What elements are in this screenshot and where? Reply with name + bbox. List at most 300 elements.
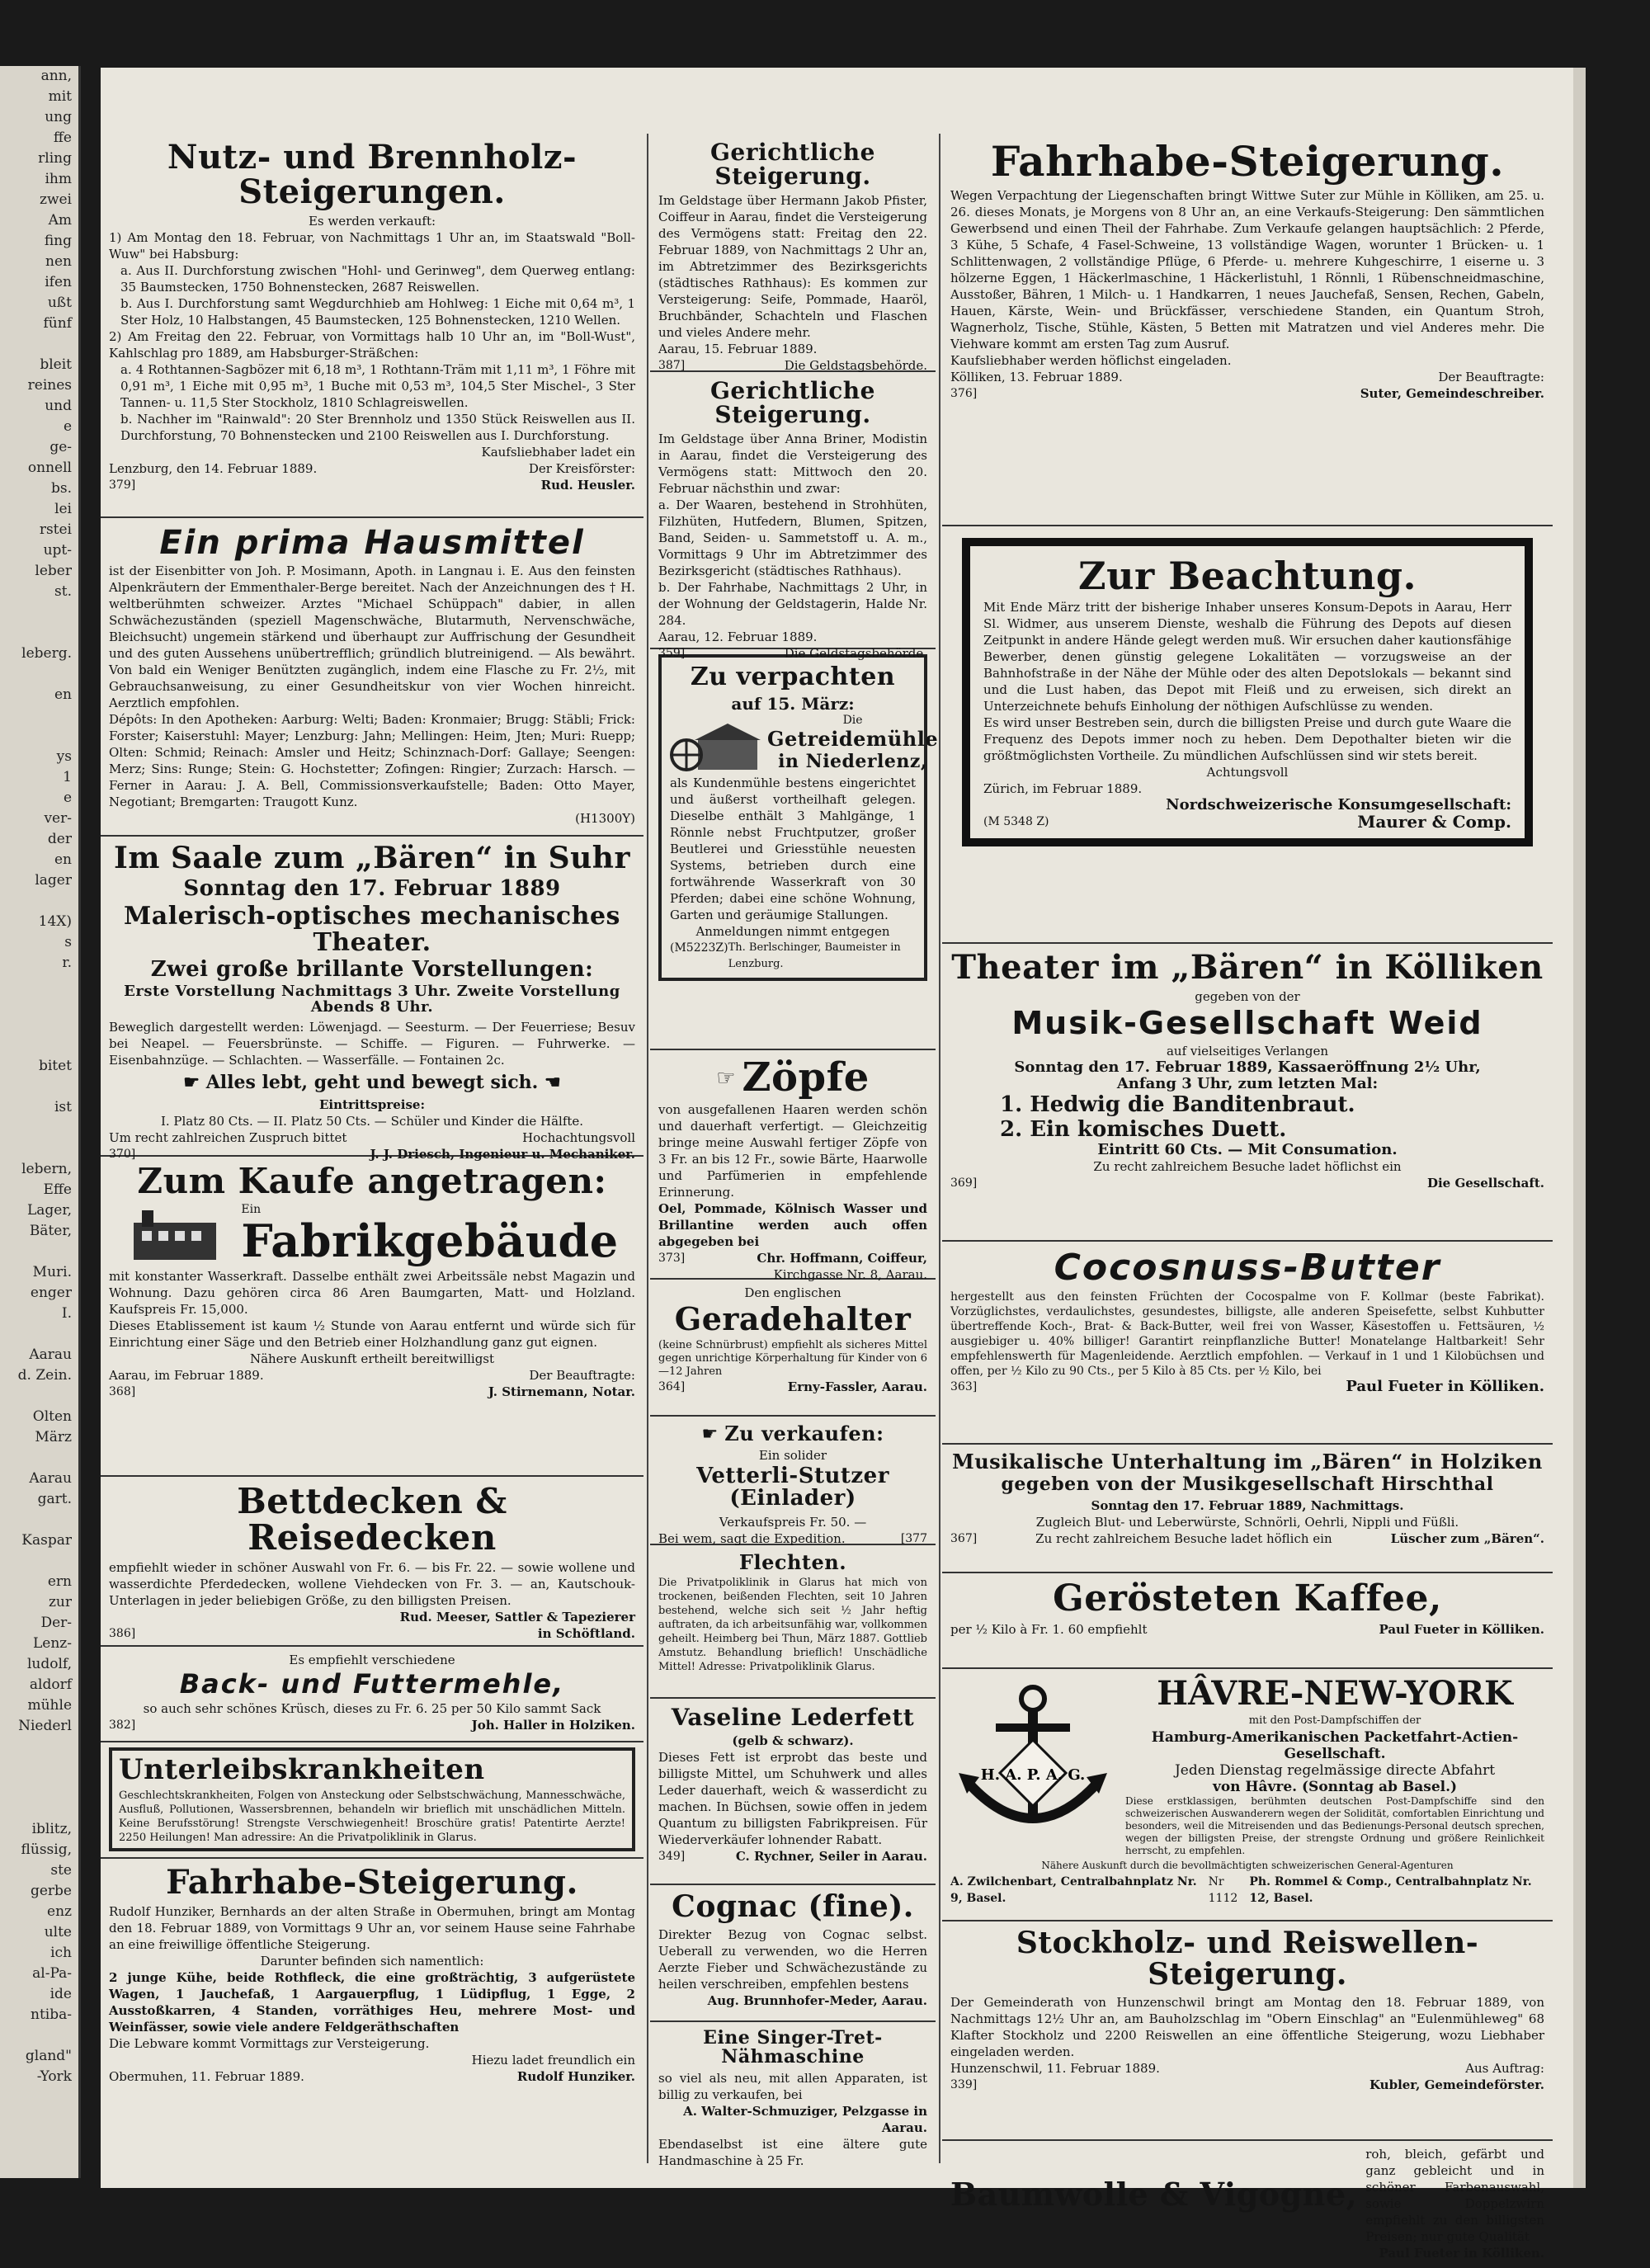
ad-date: Sonntag den 17. Februar 1889 [183,875,561,901]
place-date: Hunzenschwil, 11. Februar 1889. [950,2060,1160,2076]
margin-fragment: enz [47,1903,72,1920]
ad-number: 359] [658,646,686,660]
ad-text: 1) Am Montag den 18. Februar, von Nachmittags 1 Uhr an, im Staatswald "Boll-Wuw" bei Habsburg: [109,230,635,262]
ad-text: b. Aus I. Durchforstung samt Wegdurchhieb am Hohlweg: 1 Eiche mit 0,64 m³, 1 Ster Holz, 10 Halbstangen, 45 Baumstecken, 125 Bohnenstecken, 1210 Wellen. [120,296,635,328]
ad-title: Fahrhabe-Steigerung. [166,1863,578,1902]
margin-fragment: en [54,686,72,703]
ad-text: Rudolf Hunziker, Bernhards an der alten Straße in Obermuhen, bringt am Montag den 18. Februar 1889, von Vormittags 9 Uhr an, vor seinem Hause seine Fahrhabe an eine freiwillige öffentliche Steigerung. [109,1904,635,1952]
ad-text: Dieses Etablissement ist kaum ½ Stunde von Aarau entfernt und würde sich für Einrichtung einer Säge und den Betrieb einer Holzhandlung ganz gut eignen. [109,1318,635,1350]
ad-title: Gerichtliche Steigerung. [710,139,875,191]
signer: Maurer & Comp. [1357,812,1511,832]
ad-zoepfe [650,1050,936,1283]
place-date: Lenzburg, den 14. Februar 1889. [109,461,318,476]
margin-fragment: ich [50,1945,72,1961]
ad-number: 387] [658,358,686,372]
ad-address: Kirchgasse Nr. 8, Aarau. [773,1267,927,1283]
margin-fragment: lei [54,501,72,517]
margin-fragment [0,974,78,994]
ad-text: hergestellt aus den feinsten Früchten der Cocospalme von F. Kollmar (beste Fabrikat). Vorzüglichstes, verdaulichstes, gesundestes, billigste, alle anderen Speisefette, selbst Kuhbutter übertreffende Koch-, Brat- & Back-Butter, weil frei von Wasser, Käsestoffen u. Fettsäuren, ½ ausgiebiger u. 40% billiger! Garantirt reinpflanzliche Butter! Monatelange Haltbarkeit! Sehr empfehlenswerth für Magenleidende. Aerztlich empfohlen. — Verkauf in 1 und 1 Kilobüchsen und offen, per ½ Kilo zu 90 Cts., per 5 Kilo à 85 Cts. per ½ Kilo, bei [950,1290,1544,1379]
ad-title: Zur Beachtung. [1078,554,1417,598]
ad-number: 339] [950,2077,978,2091]
ad-text: Dépôts: In den Apotheken: Aarburg: Welti; Baden: Kronmaier; Brugg: Stäbli; Frick: Forster; Kaiserstuhl: Mayer; Lenzburg: Jahn; Mellingen: Heim, Jten; Muri: Ruepp; Olten: Schmid; Reinach: Amsler und Heitz; Schinznach-Dorf: Gallaye; Seengen: Merz; Sins: Runge; Stein: G. Hochstetter; Zofingen: Ringier; Zurzach: Harsch. — Ferner in Aarau: J. A. Bell, Commissionsverkaufstelle; Baden: Otto Mayer, Negotiant; Bremgarten: Traugott Kunz. [109,712,635,809]
signer: Lüscher zum „Bären“. [1390,1531,1544,1547]
ad-title: Vaseline Lederfett [671,1704,915,1731]
ad-text: a. Der Waaren, bestehend in Strohhüten, Filzhüten, Hutfedern, Blumen, Spitzen, Band, Seiden- u. Sammetstoff u. A. m., Vormittags 9 Uhr im Abtretzimmer des Bezirksgericht (städtisches Rathhaus). [658,497,927,578]
margin-fragment: ide [50,1986,72,2002]
ad-text: von Hâvre. (Sonntag ab Basel.) [1212,1779,1458,1795]
margin-fragment: 1 [63,769,72,785]
ad-number: Nr 1112 [1208,1875,1238,1905]
agent: Ph. Rommel & Comp., Centralbahnplatz Nr. 12, Basel. [1249,1875,1532,1905]
ad-kaffee [942,1573,1553,1669]
margin-fragment: lager [35,872,72,889]
signer: C. Rychner, Seiler in Aarau. [735,1849,927,1865]
ad-big-title: Fabrikgebäude [241,1214,619,1268]
signer-title: Der Beauftragte: [529,1367,635,1383]
margin-fragment: fing [44,233,72,249]
margin-fragment: ys [56,748,72,765]
margin-fragment: mit [48,88,72,105]
ad-fahrhabe-koelliken [942,134,1553,526]
ad-text: Kaufsliebhaber ladet ein [481,445,635,460]
ad-text: Nähere Auskunft durch die bevollmächtigten schweizerischen General-Agenturen [1041,1860,1454,1871]
margin-fragment [0,334,78,355]
margin-fragment: iblitz, [31,1821,72,1837]
ad-text: Hochachtungsvoll [522,1130,635,1146]
ad-text: Die Lebware kommt Vormittags zur Versteigerung. [109,2036,430,2051]
ad-org: Nordschweizerische Konsumgesellschaft: [1166,796,1511,814]
ad-title: Zöpfe [742,1054,870,1101]
ad-number: 376] [950,386,978,400]
ad-title: Flechten. [738,1550,847,1574]
ad-text: Kaufsliebhaber werden höflichst eingeladen. [950,352,1232,368]
program-item [1000,1117,1544,1142]
margin-fragment [0,1077,78,1097]
factory-icon [125,1206,224,1264]
ad-motto: Alles lebt, geht und bewegt sich. [205,1072,539,1094]
ad-text: so auch sehr schönes Krüsch, dieses zu Fr. 6. 25 per 50 Kilo sammt Sack [143,1701,601,1717]
ad-text: Zu recht zahlreichem Besuche ladet höflich ein [1035,1531,1332,1547]
ad-text: Es werden verkauft: [308,214,436,229]
page-edge [1573,68,1586,2188]
ad-text: a. 4 Rothtannen-Sagbözer mit 6,18 m³, 1 Rothtann-Träm mit 1,11 m³, 1 Föhre mit 0,91 m³, 1 Eiche mit 0,95 m³, 1 Buche mit 0,53 m³, 104,5 Ster Mischel-, 3 Ster Tannen- u. 11,5 Ster Stockholz, 1810 Schlagreiswellen. [120,362,635,410]
mill-icon [670,715,761,773]
signer: Kubler, Gemeindeförster. [1369,2077,1544,2092]
ad-text: Oel, Pommade, Kölnisch Wasser und Brillantine werden auch offen abgegeben bei [658,1201,927,1250]
margin-fragment: e [63,418,72,435]
ad-text: Anmeldungen nimmt entgegen [695,923,890,939]
item-title: Hedwig die Banditenbraut. [1030,1092,1355,1117]
ad-vaseline [650,1699,936,1885]
margin-fragment: ste [50,1862,72,1879]
place-date: Aarau, 15. Februar 1889. [658,341,818,356]
column-rule [647,134,648,2163]
ad-place: in Schöftland. [537,1626,635,1642]
margin-fragment: onnell [27,460,72,476]
ad-date: Sonntag den 17. Februar 1889, Kassaeröffnung 2½ Uhr, [1014,1058,1481,1076]
ad-title: Fahrhabe-Steigerung. [990,137,1505,186]
margin-fragment: 14X) [38,913,72,930]
ad-number: 367] [950,1532,978,1546]
signer-title: Der Kreisförster: [528,461,635,476]
item-number: 2. [1000,1116,1030,1142]
margin-fragment [0,1799,78,1819]
ad-cocosnuss [942,1242,1553,1445]
margin-fragment: zur [48,1594,72,1610]
margin-fragment: al-Pa- [32,1965,72,1982]
ad-text: a. Aus II. Durchforstung zwischen "Hohl- und Gerinweg", dem Querweg entlang: 35 Baumstecken, 1750 Bohnenstecken, 2687 Reiswellen. [120,263,635,295]
margin-fragment: ann, [40,68,72,84]
ad-title: Zu verpachten [690,662,896,691]
margin-fragment: ung [45,109,72,125]
margin-fragment: ntiba- [31,2006,72,2023]
signer: Aug. Brunnhofer-Meder, Aarau. [707,1992,927,2008]
ad-company: Hamburg-Amerikanischen Packetfahrt-Actien-Gesellschaft. [1151,1729,1519,1762]
ad-motto-row [109,1072,635,1093]
margin-fragment: März [35,1429,72,1445]
pointing-hand-icon: ☞ [716,1066,736,1092]
ad-code: (H1300Y) [575,811,635,826]
ad-text: Achtungsvoll [1206,765,1289,780]
logo-letters: H. A. P. A. G. [980,1766,1086,1784]
ad-title: Zu verkaufen: [724,1422,884,1445]
margin-fragment: flüssig, [21,1841,72,1858]
ad-wood-auction [101,134,644,518]
margin-fragment: Aarau [29,1346,72,1363]
ad-text: 2 junge Kühe, beide Rothfleck, die eine großträchtig, 3 aufgerüstete Wagen, 1 Jauchefaß, 1 Aargauerpflug, 1 Lüdipflug, 1 Egge, 2 Ausstoßkarren, 4 Standen, vorräthiges Heu, mehrere Most- und Weinfässer, sowie viele andere Feldgeräthschaften [109,1970,635,2035]
ad-subtitle: Zwei große brillante Vorstellungen: [150,957,594,983]
ad-gerichtliche-1 [650,134,936,372]
place-date: Aarau, im Februar 1889. [109,1367,264,1383]
margin-fragment: gart. [37,1491,72,1507]
ad-fahrhabe-obermuhen [101,1859,644,2091]
signer: Paul Fueter in Kölliken. [1379,1622,1544,1638]
ad-text: Jeden Dienstag regelmässige directe Abfahrt [1174,1762,1496,1779]
boxed-notice [962,538,1533,846]
ad-text: Hiezu ladet freundlich ein [471,2053,635,2068]
ad-text: Eintrittspreise: [318,1097,426,1113]
margin-fragment [0,602,78,623]
margin-fragment: upt- [43,542,72,559]
ad-text: Zu recht zahlreichem Besuche ladet höflichst ein [1093,1158,1402,1174]
ad-bettdecken [101,1477,644,1647]
ad-unterleib [101,1742,644,1859]
margin-fragment: ihm [45,171,72,187]
ad-price: Eintritt 60 Cts. — Mit Consumation. [1097,1140,1398,1158]
margin-fragment [0,664,78,685]
ad-text: Nähere Auskunft ertheilt bereitwilligst [249,1351,495,1366]
signer-title: Der Beauftragte: [1438,369,1544,384]
margin-fragment: Effe [43,1181,72,1198]
margin-fragment: enger [30,1285,72,1301]
signer: J. Stirnemann, Notar. [488,1384,635,1399]
ad-title: HÂVRE-NEW-YORK [1157,1674,1513,1713]
signer: Die Geldstagsbehörde. [784,645,927,661]
ad-title: Cocosnuss-Butter [1054,1247,1441,1289]
margin-fragment: bs. [50,480,72,497]
program-item [1000,1092,1544,1117]
ad-subtitle: Erste Vorstellung Nachmittags 3 Uhr. Zweite Vorstellung Abends 8 Uhr. [124,983,620,1016]
signer: Joh. Haller in Holziken. [471,1718,635,1733]
ad-text: Die [842,713,863,727]
margin-fragment: mühle [27,1697,72,1714]
margin-fragment: Olten [32,1408,72,1425]
ad-text: auf vielseitiges Verlangen [1166,1043,1329,1059]
margin-fragment: gland" [25,2048,72,2064]
ad-text: (keine Schnürbrust) empfiehlt als sicheres Mittel gegen unrichtige Körperhaltung für Kinder von 6—12 Jahren [658,1338,927,1378]
signer: Suter, Gemeindeschreiber. [1360,385,1544,401]
ad-text: Mit Ende März tritt der bisherige Inhaber unseres Konsum-Depots in Aarau, Herr Sl. Widmer, aus unserem Dienste, weshalb die Führung des Depots auf diesen Zeitpunkt in andere Hände gelegt werden muß. Wir ersuchen daher kautionsfähige Bewerber, denen günstig gelegene Lokalitäten — vorzugsweise an der Bahnhofstraße in der Nähe der Mühle oder des alten Depotslokals — bekannt sind und die Lust haben, das Depot mit Fleiß und zu erweisen, sich direkt an Unterzeichnete behufs Einholung der nöthigen Aufschlüsse zu wenden. [983,600,1511,714]
ad-price: Verkaufspreis Fr. 50. — [719,1514,867,1530]
ad-text: Zugleich Blut- und Leberwürste, Schnörli, Oehrli, Nippli und Füßli. [1035,1515,1459,1530]
ad-title: Ein prima Hausmittel [159,524,585,562]
ad-subtitle: gegeben von der Musikgesellschaft Hirschthal [1001,1473,1494,1496]
ad-title: Gerichtliche Steigerung. [710,377,875,429]
item-title: Ein komisches Duett. [1030,1116,1287,1142]
margin-fragment: e [63,790,72,806]
margin-fragment [0,1118,78,1139]
signer-title: Aus Auftrag: [1465,2060,1544,2076]
margin-fragment [0,994,78,1015]
ad-title: Eine Singer-Tret-Nähmaschine [703,2027,883,2068]
margin-fragment: Der- [40,1615,72,1631]
ad-title: Im Saale zum „Bären“ in Suhr [114,841,630,875]
ad-title: Nutz- und Brennholz-Steigerungen. [167,138,578,211]
ad-text: Wegen Verpachtung der Liegenschaften bringt Wittwe Suter zur Mühle in Kölliken, am 25. u. 26. dieses Monats, je Morgens von 8 Uhr an, an eine Verkaufs-Steigerung: Den sämmtlichen Gewerbsend und einen Theil der Fahrhabe. Zum Verkaufe gelangen hauptsächlich: 2 Pferde, 3 Kühe, 5 Schafe, 4 Fasel-Schweine, 13 vollständige Wagen, worunter 1 Brücken- u. 1 Schlittenwagen, 2 vollständige Pflüge, 6 Pferde- u. mehrere Kuhgeschirre, 1 eiserne u. 3 hölzerne Eggen, 1 Häckerlmaschine, 1 Häckerlistuhl, 1 Rönnli, 1 Rübenschneidmaschine, Ausstoßer, Bähren, 1 Milch- u. 1 Handkarren, 1 neues Jauchefaß, Sensen, Rechen, Gabeln, Hauen, Kärste, Wein- und Brückfässer, verschiedene Standen, ein Quantum Stroh, Wagnerholz, Tische, Stühle, Kästen, 5 Betten mit Matratzen und viel Anderes mehr. Die Viehware kommt am ersten Tag zum Ausruf. [950,187,1544,351]
ad-subtitle: (gelb & schwarz). [732,1733,854,1749]
signer: J. J. Driesch, Ingenieur u. Mechaniker. [370,1147,635,1162]
ad-number: 363] [950,1380,978,1394]
ad-number: 370] [109,1148,136,1162]
margin-fragment [0,1510,78,1530]
ad-havre-new-york [942,1669,1553,1921]
place-date: Obermuhen, 11. Februar 1889. [109,2069,304,2084]
margin-fragment: aldorf [29,1676,72,1693]
ad-stockholz [942,1921,1553,2141]
ad-naehmaschine [650,2022,936,2176]
ad-place: in Niederlenz, [778,750,928,772]
ad-text: Die Privatpoliklinik in Glarus hat mich von trockenen, beißenden Flechten, seit 10 Jahren bestehend, welche sich seit ½ Jahr heftig auftraten, da ich arbeitsunfähig war, vollkommen geheilt. Heimberg bei Thun, März 1887. Gottlieb Amstutz. Behandlung brieflich! Unschädliche Mittel! Adresse: Privatpoliklinik Glarus. [658,1577,927,1674]
signer: Die Geldstagsbehörde. [784,357,927,373]
ad-org: Musik-Gesellschaft Weid [1011,1005,1483,1041]
ad-title: Geradehalter [674,1300,912,1337]
signer: A. Walter-Schmuziger, Pelzgasse in Aarau. [683,2104,927,2136]
ad-code: (M 5348 Z) [983,815,1049,829]
ad-text: mit konstanter Wasserkraft. Dasselbe enthält zwei Arbeitssäle nebst Magazin und Wohnung. Dazu gehören circa 86 Aren Baumgarten, Matt- und Holzland. Kaufspreis Fr. 15,000. [109,1268,635,1317]
previous-page-margin [0,66,81,2178]
ad-text: Direkter Bezug von Cognac selbst. Ueberall zu verwenden, wo die Herren Aerzte Fieber und Schwächezustände zu heilen verschreiben, empfehlen bestens [658,1926,927,1992]
margin-fragment: Bäter, [29,1223,72,1239]
margin-fragment: lebern, [21,1161,72,1177]
ad-futtermehle [101,1647,644,1742]
ad-title: Unterleibskrankheiten [119,1753,485,1786]
ad-subtitle: Malerisch-optisches mechanisches Theater. [124,902,620,957]
margin-fragment [0,1386,78,1407]
column-1 [101,134,644,2171]
signer: Rudolf Hunziker. [516,2069,635,2084]
ad-musik-holziken [942,1445,1553,1573]
ad-text: Ein [241,1203,262,1217]
margin-fragment: st. [54,583,72,600]
ad-text: per ½ Kilo à Fr. 1. 60 empfiehlt [950,1622,1148,1638]
margin-fragment: bleit [40,356,72,373]
ad-text: Beweglich dargestellt werden: Löwenjagd. — Seesturm. — Der Feuerriese; Besuv bei Neapel. — Feuersbrünste. — Schiffe. — Figuren. — Fuhrwerke. — Eisenbahnzüge. — Schlachten. — Wasserfälle. — Fontainen 2c. [109,1020,635,1068]
margin-fragment: Muri. [32,1264,72,1280]
ad-text: Ebendaselbst ist eine ältere gute Handmaschine à 25 Fr. [658,2137,927,2169]
ad-text: empfiehlt wieder in schöner Auswahl von Fr. 6. — bis Fr. 22. — sowie wollene und wasserdichte Pferdedecken, wollene Viehdecken von Fr. 3. — an, Kautschouk-Unterlagen in jeder beliebigen Größe, zu den billigsten Preisen. [109,1560,635,1609]
signer: Paul Fueter in Kölliken. [1379,2246,1544,2261]
ad-number: 349] [658,1850,686,1864]
place-date: Zürich, im Februar 1889. [983,781,1143,797]
ad-geradehalter [650,1280,936,1417]
ad-text: Dieses Fett ist erprobt das beste und billigste Mittel, um Schuhwerk und alles Leder dauerhaft, weich & wasserdicht zu machen. In Büchsen, sowie offen in jedem Quantum zu billigsten Fabrikpreisen. Für Wiederverkäufer lohnender Rabatt. [658,1750,927,1848]
ad-title: Theater im „Bären“ in Kölliken [951,948,1544,987]
signer: Rud. Meeser, Sattler & Tapezierer [399,1610,635,1625]
ad-number: [377 [900,1531,927,1545]
place-date: Aarau, 12. Februar 1889. [658,629,818,644]
ad-title: Musikalische Unterhaltung im „Bären“ in Holziken [952,1450,1543,1473]
ad-number: 373] [658,1252,686,1266]
margin-fragment: reines [27,377,72,394]
margin-fragment [0,1448,78,1469]
margin-fragment: rling [38,150,72,167]
signer: Th. Berlschinger, Baumeister in Lenzburg. [728,941,901,970]
ad-theater-suhr [101,837,644,1162]
margin-fragment: Kaspar [21,1532,72,1549]
margin-fragment: zwei [39,191,72,208]
ad-text: Im Geldstage über Hermann Jakob Pfister, Coiffeur in Aarau, findet die Versteigerung des Vermögens statt: Freitag den 22. Februar 1889, von Nachmittags 2 Uhr an, im Abtretzimmer des Bezirksgerichts (städtisches Rathhaus): Es kommen zur Versteigerung: Seife, Pommade, Haaröl, Bruchbänder, Schachteln und Flaschen und vieles Andere mehr. [658,192,927,340]
margin-fragment: en [54,851,72,868]
place-date: Kölliken, 13. Februar 1889. [950,369,1123,384]
ad-text: Anfang 3 Uhr, zum letzten Mal: [1116,1074,1379,1092]
margin-fragment: nen [45,253,72,270]
margin-fragment [0,1324,78,1345]
ad-text: roh, bleich, gefärbt und ganz gebleicht und in schöner Farbenauswahl, sowie Doppelzwirn empfiehlt zu den billigsten Preisen; nur gute Qualität [1365,2147,1544,2244]
pointing-hand-icon: ☛ [701,1424,719,1445]
pointing-hand-icon: ☚ [544,1072,561,1094]
column-rule [939,134,940,2163]
margin-fragment: ifen [45,274,72,290]
ad-text: I. Platz 80 Cts. — II. Platz 50 Cts. — Schüler und Kinder die Hälfte. [160,1114,584,1129]
ad-cognac [650,1885,936,2022]
margin-fragment: d. Zein. [17,1367,72,1384]
ad-text: ist der Eisenbitter von Joh. P. Mosimann, Apoth. in Langnau i. E. Aus den feinsten Alpenkräutern der Emmenthaler-Berge bereitet. Nach der Anzeichnungen des † H. weltberühmten schweizer. Arztes "Michael Schüppach" dabier, in allen Schwächezuständen (speziell Magenschwäche, Blutarmuth, Nervenschwäche, Bleichsucht) ungemein stärkend und überhaupt zur Auffrischung der Gesundheit und des guten Aussehens unübertrefflich; gründlich blutreinigend. — Als bewährt. Von bald ein Weniger Benützten zugänglich, indem eine Flasche zu Fr. 2½, mit Gebrauchsanweisung, zu einer Gesundheitskur von vier Wochen hinreicht. Aerztlich empfohlen. [109,563,635,710]
margin-fragment: ffe [53,130,72,146]
ad-fabrikgebaeude [101,1157,644,1477]
ad-gerichtliche-2 [650,372,936,661]
ad-title: Cognac (fine). [672,1889,914,1924]
ad-baumwolle [942,2141,1553,2268]
margin-fragment: gerbe [30,1883,72,1899]
ad-text: Geschlechtskrankheiten, Folgen von Ansteckung oder Selbstschwächung, Mannesschwäche, Ausfluß, Pollutionen, Wassersbrennen, behandeln wir brieflich mit unschädlichen Mitteln. Keine Berufsstörung! Strengste Verschwiegenheit! Broschüre gratis! Patentirte Aerzte! 2250 Heilungen! Man adressire: An die Privatpoliklinik in Glarus. [119,1789,625,1844]
margin-fragment [0,1015,78,1035]
ad-number: 386] [109,1627,136,1641]
ad-theater-koelliken [942,944,1553,1242]
item-number: 1. [1000,1092,1030,1117]
ad-text: Ein solider [758,1448,827,1464]
ad-title: Baumwolle & Vigogne, [950,2176,1358,2214]
ad-title: Zum Kaufe angetragen: [137,1161,607,1201]
ad-number: 382] [109,1719,136,1733]
ad-text: so viel als neu, mit allen Apparaten, ist billig zu verkaufen, bei [658,2071,927,2103]
agent: A. Zwilchenbart, Centralbahnplatz Nr. 9, Basel. [950,1875,1197,1905]
ad-text: mit den Post-Dampfschiffen der [1248,1714,1421,1727]
ad-object: Getreidemühle [767,726,939,751]
margin-fragment [0,1551,78,1572]
margin-fragment: s [64,934,72,950]
margin-fragment: und [45,398,72,414]
ad-text: 2) Am Freitag den 22. Februar, von Vormittags halb 10 Uhr an, im "Boll-Wust", Kahlschlag pro 1889, am Habsburger-Sträßchen: [109,329,635,361]
margin-fragment: ern [47,1573,72,1590]
margin-fragment: fünf [43,315,72,332]
margin-fragment [0,726,78,747]
margin-fragment: Am [48,212,72,229]
ad-zu-verkaufen [650,1417,936,1545]
ad-text: von ausgefallenen Haaren werden schön und dauerhaft verfertigt. — Gleichzeitig bringe meine Auswahl fertiger Zöpfe von 3 Fr. an bis 12 Fr., sowie Bärte, Haarwolle und Parfümerien in empfehlende Erinnerung. [658,1102,927,1200]
ad-text: Diese erstklassigen, berühmten deutschen Post-Dampfschiffe sind den schweizerischen Auswanderern wegen der Solidität, comfortablen Einrichtung und besonders, weil die Mitreisenden und das Bedienungs-Personal deutsch sprechen, wegen der billigsten Preise, der strengste Ordnung und größere Reinlichkeit herrscht, zu empfehlen. [1125,1795,1544,1856]
signer: Rud. Heusler. [540,478,635,493]
margin-fragment: leberg. [21,645,72,662]
ad-title: Bettdecken & Reisedecken [237,1481,507,1558]
ad-title: Gerösteten Kaffee, [1053,1577,1442,1620]
anchor-emblem-icon [950,1674,1115,1839]
margin-fragment: Lager, [26,1202,72,1219]
pointing-hand-icon: ☛ [183,1072,200,1094]
margin-fragment [0,623,78,644]
margin-fragment: der [47,831,72,847]
ad-date: auf 15. März: [731,693,855,714]
margin-fragment: r. [62,955,72,971]
margin-fragment: ge- [50,439,72,455]
ad-text: Darunter befinden sich namentlich: [260,1954,484,1969]
signer: Chr. Hoffmann, Coiffeur, [757,1251,927,1266]
margin-fragment [0,1757,78,1778]
ad-text: als Kundenmühle bestens eingerichtet und äußerst vortheilhaft gelegen. Dieselbe enthält 3 Mahlgänge, 1 Rönnle nebst Fruchtputzer, großer Beutlerei und Griesstühle neuesten Systems, betrieben durch eine fortwährende Wasserkraft von 30 Pferden; dabei eine schöne Wohnung, Garten und geräumige Stallungen. [670,775,916,922]
ad-zur-beachtung [942,526,1553,944]
margin-fragment: Aarau [29,1470,72,1487]
margin-fragment: ver- [44,810,72,827]
ad-object: Vetterli-Stutzer (Einlader) [696,1464,889,1511]
margin-fragment: rstei [39,521,72,538]
margin-fragment [0,1035,78,1056]
ad-text: Der Gemeinderath von Hunzenschwil bringt am Montag den 18. Februar 1889, von Nachmittags 12½ Uhr an, am Bauholzschlag im "Obern Einschlag" an "Eulenmühleweg" 68 Klafter Stockholz und 2200 Reiswellen an eine öffentliche Steigerung, wozu Liebhaber eingeladen werden. [950,1994,1544,2059]
margin-fragment [0,705,78,726]
signer: Erny-Fassler, Aarau. [787,1379,927,1394]
margin-fragment: leber [35,563,72,579]
margin-fragment: ußt [47,295,72,311]
newspaper-page [101,68,1573,2261]
margin-fragment [0,2025,78,2046]
ad-title: Back- und Futtermehle, [179,1668,565,1700]
ad-text: b. Der Fahrhabe, Nachmittags 2 Uhr, in der Wohnung der Geldstagerin, Halde Nr. 284. [658,579,927,628]
margin-fragment: bitet [38,1058,72,1074]
ad-code: (M5223Z) [670,941,728,955]
ad-text: gegeben von der [1195,989,1300,1004]
ad-text: Es empfiehlt verschiedene [289,1653,455,1667]
ad-text: Bei wem, sagt die Expedition. [658,1530,846,1546]
margin-fragment: ludolf, [26,1656,72,1672]
ad-date: Sonntag den 17. Februar 1889, Nachmittags. [1091,1498,1404,1514]
margin-fragment [0,1778,78,1799]
margin-fragment: -York [36,2068,72,2085]
signer: Paul Fueter in Kölliken. [1346,1378,1544,1396]
ad-number: 364] [658,1379,686,1393]
margin-fragment [0,891,78,912]
column-3 [942,134,1553,2261]
ad-hausmittel [101,518,644,837]
margin-fragment [0,1737,78,1757]
ad-text: Es wird unser Bestreben sein, durch die billigsten Preise und durch gute Waare die Frequenz des Depots immer noch zu heben. Dem Depothalter bieten wir die größtmöglichsten Vortheile. Zu mündlichen Aufschlüssen sind wir stets bereit. [983,715,1511,764]
